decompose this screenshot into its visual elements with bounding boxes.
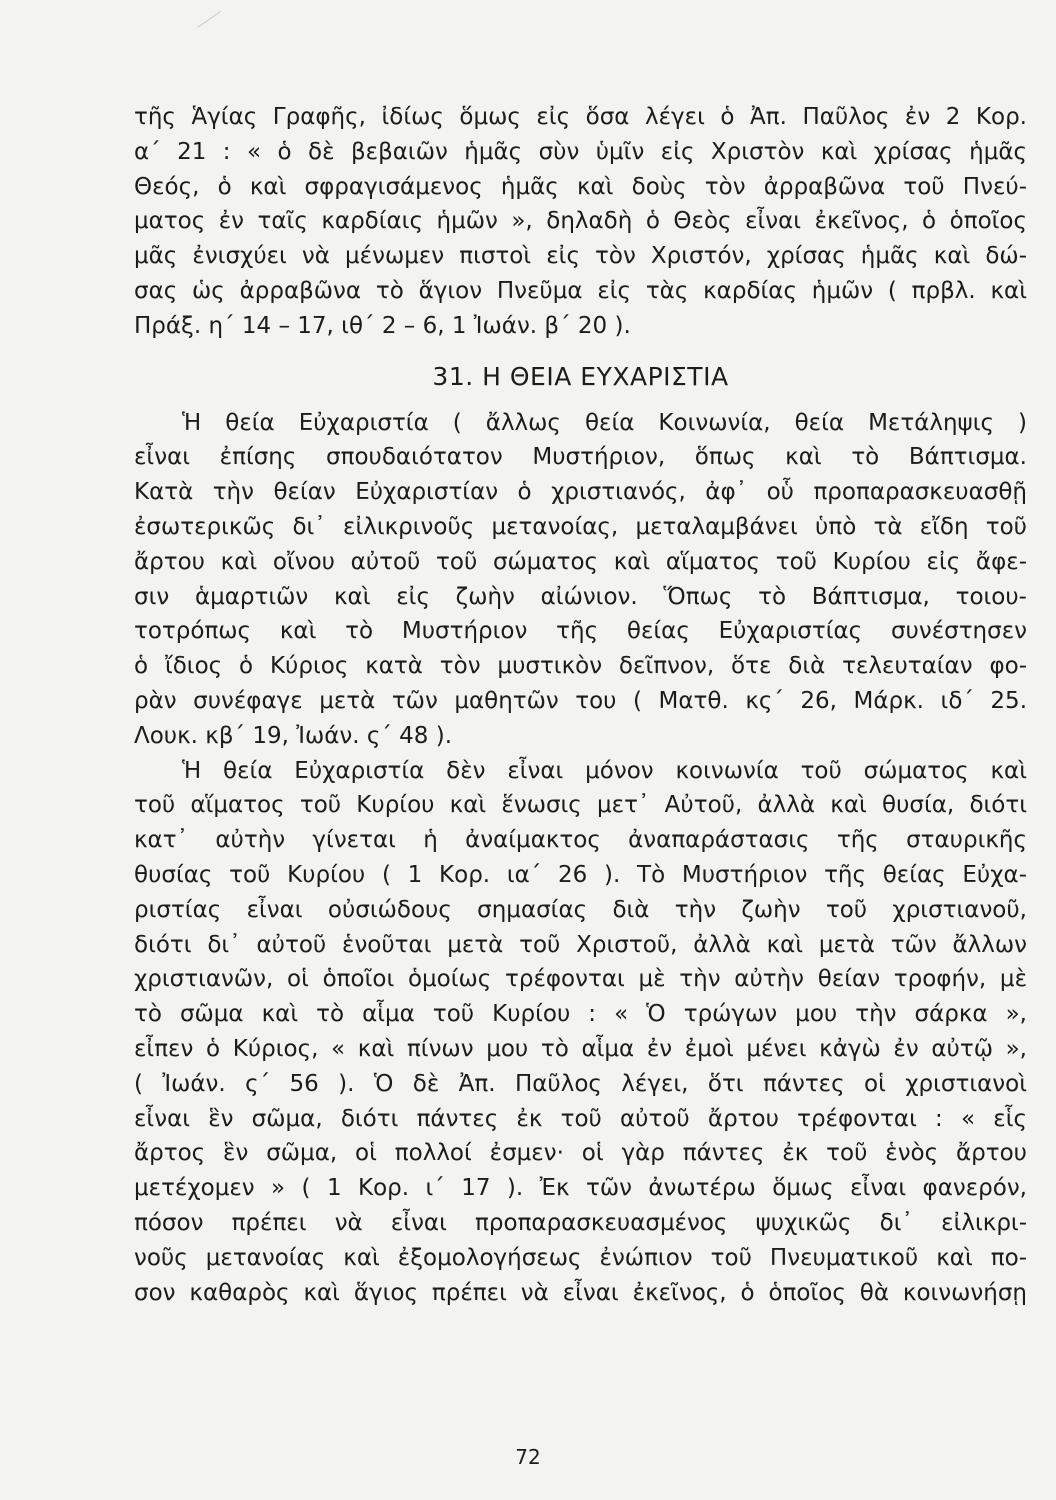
text-line: ἄρτου καὶ οἴνου αὐτοῦ τοῦ σώματος καὶ αἵματος τοῦ Κυρίου εἰς ἄφε- — [134, 548, 1027, 575]
text-line: ὁ ἴδιος ὁ Κύριος κατὰ τὸν μυστικὸν δεῖπνον, ὅτε διὰ τελευταίαν φο- — [134, 653, 1027, 680]
text-line: ( Ἰωάν. ς΄ 56 ). Ὁ δὲ Ἀπ. Παῦλος λέγει, ὅτι πάντες οἱ χριστιανοὶ — [134, 1070, 1027, 1097]
paragraph-3 — [134, 754, 1027, 1311]
text-line: Κατὰ τὴν θείαν Εὐχαριστίαν ὁ χριστιανός, ἀφ᾽ οὗ προπαρασκευασθῇ — [134, 479, 1027, 506]
text-line: εἶναι ἓν σῶμα, διότι πάντες ἐκ τοῦ αὐτοῦ ἄρτου τρέφονται : « εἷς — [134, 1105, 1027, 1132]
text-line: σας ὡς ἀρραβῶνα τὸ ἅγιον Πνεῦμα εἰς τὰς καρδίας ἡμῶν ( πρβλ. καὶ — [134, 277, 1027, 304]
text-line: χριστιανῶν, οἱ ὁποῖοι ὁμοίως τρέφονται μὲ τὴν αὐτὴν θείαν τροφήν, μὲ — [134, 966, 1027, 993]
page-text — [134, 100, 1027, 1310]
text-line: πόσον πρέπει νὰ εἶναι προπαρασκευασμένος ψυχικῶς δι᾽ εἰλικρι- — [134, 1209, 1027, 1236]
text-line: α΄ 21 : « ὁ δὲ βεβαιῶν ἡμᾶς σὺν ὑμῖν εἰς Χριστὸν καὶ χρίσας ἡμᾶς — [134, 138, 1027, 165]
text-line: μετέχομεν » ( 1 Κορ. ι΄ 17 ). Ἐκ τῶν ἀνωτέρω ὅμως εἶναι φανερόν, — [134, 1175, 1027, 1202]
text-line: ρὰν συνέφαγε μετὰ τῶν μαθητῶν του ( Ματθ. κς΄ 26, Μάρκ. ιδ΄ 25. — [134, 687, 1027, 714]
text-line: μᾶς ἐνισχύει νὰ μένωμεν πιστοὶ εἰς τὸν Χριστόν, χρίσας ἡμᾶς καὶ δώ- — [134, 243, 1027, 270]
text-line: ματος ἐν ταῖς καρδίαις ἡμῶν », δηλαδὴ ὁ Θεὸς εἶναι ἐκεῖνος, ὁ ὁποῖος — [134, 208, 1027, 235]
paragraph-2 — [134, 406, 1027, 754]
text-line: διότι δι᾽ αὐτοῦ ἑνοῦται μετὰ τοῦ Χριστοῦ, ἀλλὰ καὶ μετὰ τῶν ἄλλων — [134, 931, 1027, 958]
text-line: Πράξ. η΄ 14 – 17, ιθ΄ 2 – 6, 1 Ἰωάν. β΄ 20 ). — [134, 312, 631, 339]
text-line: σιν ἁμαρτιῶν καὶ εἰς ζωὴν αἰώνιον. Ὅπως τὸ Βάπτισμα, τοιου- — [134, 583, 1027, 610]
text-line: εἶναι ἐπίσης σπουδαιότατον Μυστήριον, ὅπως καὶ τὸ Βάπτισμα. — [134, 444, 1027, 471]
text-line: Θεός, ὁ καὶ σφραγισάμενος ἡμᾶς καὶ δοὺς τὸν ἀρραβῶνα τοῦ Πνεύ- — [134, 173, 1027, 200]
text-line: τοτρόπως καὶ τὸ Μυστήριον τῆς θείας Εὐχαριστίας συνέστησεν — [134, 618, 1027, 645]
page-number: 72 — [515, 1445, 541, 1469]
paragraph-1 — [134, 100, 1027, 344]
text-line: τῆς Ἁγίας Γραφῆς, ἰδίως ὅμως εἰς ὅσα λέγει ὁ Ἀπ. Παῦλος ἐν 2 Κορ. — [134, 104, 1027, 130]
text-line: νοῦς μετανοίας καὶ ἐξομολογήσεως ἐνώπιον τοῦ Πνευματικοῦ καὶ πο- — [134, 1244, 1027, 1271]
text-line: Ἡ θεία Εὐχαριστία ( ἄλλως θεία Κοινωνία, θεία Μετάληψις ) — [182, 409, 1027, 436]
text-line: Λουκ. κβ΄ 19, Ἰωάν. ς΄ 48 ). — [134, 722, 453, 749]
text-line: ἐσωτερικῶς δι᾽ εἰλικρινοῦς μετανοίας, μεταλαμβάνει ὑπὸ τὰ εἴδη τοῦ — [134, 513, 1027, 540]
text-line: κατ᾽ αὐτὴν γίνεται ἡ ἀναίμακτος ἀναπαράστασις τῆς σταυρικῆς — [134, 827, 1027, 854]
text-line: θυσίας τοῦ Κυρίου ( 1 Κορ. ια΄ 26 ). Τὸ Μυστήριον τῆς θείας Εὐχα- — [134, 861, 1027, 888]
text-line: ριστίας εἶναι οὐσιώδους σημασίας διὰ τὴν ζωὴν τοῦ χριστιανοῦ, — [134, 896, 1027, 923]
text-line: τοῦ αἵματος τοῦ Κυρίου καὶ ἕνωσις μετ᾽ Αὐτοῦ, ἀλλὰ καὶ θυσία, διότι — [134, 792, 1027, 819]
text-line: τὸ σῶμα καὶ τὸ αἷμα τοῦ Κυρίου : « Ὁ τρώγων μου τὴν σάρκα », — [134, 1001, 1027, 1028]
section-heading: 31. Η ΘΕΙΑ ΕΥΧΑΡΙΣΤΙΑ — [432, 361, 729, 391]
text-line: Ἡ θεία Εὐχαριστία δὲν εἶναι μόνον κοινωνία τοῦ σώματος καὶ — [182, 757, 1027, 784]
text-line: σον καθαρὸς καὶ ἅγιος πρέπει νὰ εἶναι ἐκεῖνος, ὁ ὁποῖος θὰ κοινωνήσῃ — [134, 1279, 1027, 1306]
text-line: εἶπεν ὁ Κύριος, « καὶ πίνων μου τὸ αἷμα ἐν ἐμοὶ μένει κἀγὼ ἐν αὐτῷ », — [134, 1035, 1027, 1062]
scan-artifact — [197, 11, 226, 36]
text-line: ἄρτος ἓν σῶμα, οἱ πολλοί ἐσμεν· οἱ γὰρ πάντες ἐκ τοῦ ἑνὸς ἄρτου — [134, 1140, 1027, 1167]
